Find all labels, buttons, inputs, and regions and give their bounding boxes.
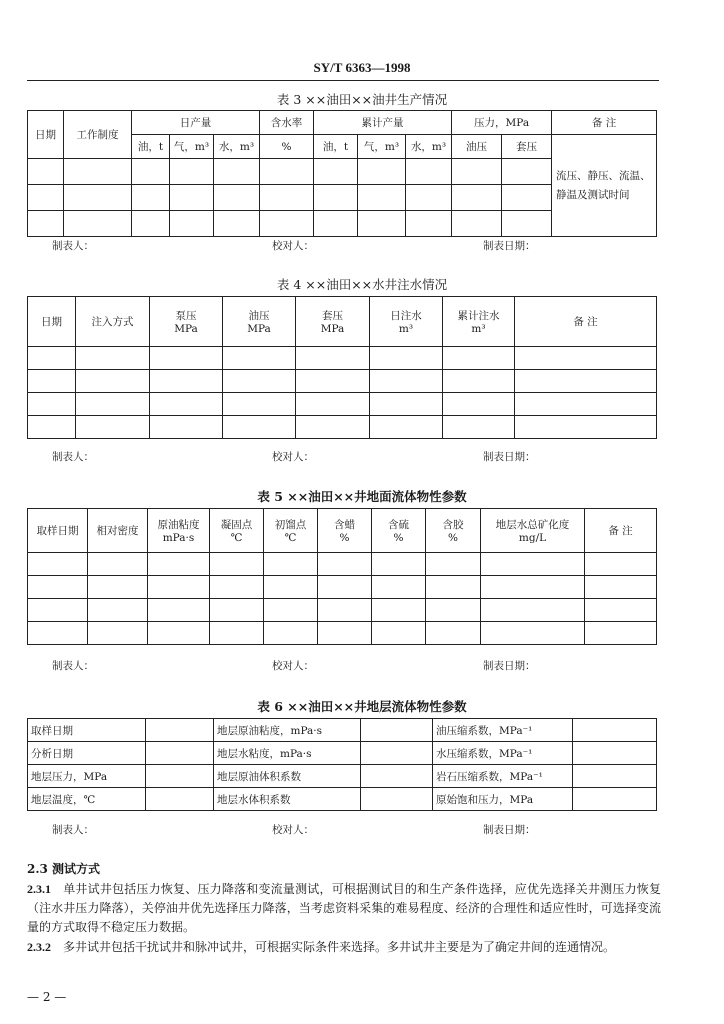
section-2-3-1-number: 2.3.1 xyxy=(27,882,51,896)
t4-casing-label: 套压 xyxy=(322,310,343,322)
t5-header-initial-boil xyxy=(264,509,318,553)
date-label: 制表日期： xyxy=(483,240,536,252)
t3-gas: 气，m³ xyxy=(170,135,214,159)
header-rule xyxy=(27,80,659,81)
t4-pump-unit: MPa xyxy=(174,323,198,335)
table6 xyxy=(27,718,657,811)
t3-pct: % xyxy=(260,135,314,159)
t3-header-cumul: 累计产量 xyxy=(314,111,452,135)
t4-pump-label: 泵压 xyxy=(175,310,197,322)
t3-signature-line xyxy=(0,238,724,254)
t5-header-wax xyxy=(318,509,372,553)
t4-header-remarks: 备 注 xyxy=(515,297,657,347)
t5-header-density: 相对密度 xyxy=(88,509,148,553)
checker-label: 校对人： xyxy=(272,451,314,463)
t5-header-date: 取样日期 xyxy=(28,509,88,553)
t3-water: 水，m³ xyxy=(214,135,260,159)
table4-caption: 表 4 ××油田××水井注水情况 xyxy=(276,277,448,292)
t3-cum-gas: 气，m³ xyxy=(358,135,406,159)
t6-r3-c2: 原始饱和压力，MPa xyxy=(433,788,573,811)
t3-oil-pressure: 油压 xyxy=(452,135,502,159)
t5-salinity-label: 地层水总矿化度 xyxy=(495,519,570,531)
t4-header-casing xyxy=(296,297,370,347)
t5-gum-unit: % xyxy=(448,532,458,544)
t5-signature-line xyxy=(0,658,724,674)
t5-header-remarks: 备 注 xyxy=(585,509,657,553)
t6-r3-c1: 地层水体积系数 xyxy=(214,788,361,811)
section-2-3-1 xyxy=(27,880,661,937)
t3-header-regime: 工作制度 xyxy=(64,111,132,159)
t4-oil-unit: MPa xyxy=(247,323,271,335)
t4-signature-line xyxy=(0,449,724,465)
maker-label: 制表人： xyxy=(52,240,94,252)
date-label: 制表日期： xyxy=(483,824,536,836)
standard-code: SY/T 6363—1998 xyxy=(313,60,411,75)
t5-initial-boil-unit: ℃ xyxy=(284,532,297,544)
t5-header-viscosity xyxy=(148,509,210,553)
table5-caption-text: 表 5 ××油田××井地面流体物性参数 xyxy=(257,489,467,504)
t3-header-watercut: 含水率 xyxy=(260,111,314,135)
table5-caption xyxy=(0,487,724,505)
checker-label: 校对人： xyxy=(272,240,314,252)
t4-header-date: 日期 xyxy=(28,297,76,347)
section-2-3-2 xyxy=(27,938,661,957)
t4-daily-label: 日注水 xyxy=(390,310,422,322)
section-2-3-2-number: 2.3.2 xyxy=(27,940,51,954)
t5-header-gum xyxy=(426,509,481,553)
t4-header-cumul xyxy=(443,297,515,347)
t5-header-salinity xyxy=(481,509,585,553)
t4-header-mode: 注入方式 xyxy=(76,297,150,347)
checker-label: 校对人： xyxy=(272,660,314,672)
t4-daily-unit: m³ xyxy=(398,323,414,335)
t3-cum-oil: 油，t xyxy=(314,135,358,159)
t4-cumul-label: 累计注水 xyxy=(457,310,500,322)
t6-signature-line xyxy=(0,822,724,838)
maker-label: 制表人： xyxy=(52,660,94,672)
t6-r0-c0: 取样日期 xyxy=(28,719,146,742)
maker-label: 制表人： xyxy=(52,824,94,836)
t5-salinity-unit: mg/L xyxy=(518,532,547,544)
t4-header-daily xyxy=(370,297,443,347)
section-2-3-heading: 2.3 测试方式 xyxy=(27,862,101,876)
table3-caption: 表 3 ××油田××油井生产情况 xyxy=(276,92,448,107)
t5-sulfur-label: 含硫 xyxy=(388,519,409,531)
t6-r0-c1: 地层原油粘度，mPa·s xyxy=(214,719,361,742)
t3-header-date: 日期 xyxy=(28,111,64,159)
section-2-3-2-text: 多井试井包括干扰试井和脉冲试井，可根据实际条件来选择。多井试井主要是为了确定井间的连通情况。 xyxy=(63,940,616,954)
t5-header-freeze xyxy=(210,509,264,553)
t3-casing-pressure: 套压 xyxy=(502,135,552,159)
t5-wax-label: 含蜡 xyxy=(334,519,355,531)
t4-casing-unit: MPa xyxy=(320,323,345,335)
t3-oil: 油，t xyxy=(132,135,170,159)
t6-r1-c0: 分析日期 xyxy=(28,742,146,765)
t3-remarks-note: 流压、静压、流温、静温及测试时间 xyxy=(552,135,657,237)
t6-r2-c2: 岩石压缩系数，MPa⁻¹ xyxy=(433,765,573,788)
t5-viscosity-label: 原油粘度 xyxy=(157,519,200,531)
t3-header-pressure: 压力，MPa xyxy=(452,111,552,135)
date-label: 制表日期： xyxy=(483,451,536,463)
t5-sulfur-unit: % xyxy=(393,532,404,544)
table6-caption-text: 表 6 ××油田××井地层流体物性参数 xyxy=(257,699,467,714)
t6-r0-c2: 油压缩系数，MPa⁻¹ xyxy=(433,719,573,742)
date-label: 制表日期： xyxy=(483,660,536,672)
t6-r2-c0: 地层压力，MPa xyxy=(28,765,146,788)
t5-viscosity-unit: mPa·s xyxy=(162,532,195,544)
table5 xyxy=(27,508,657,645)
table3 xyxy=(27,110,657,237)
t5-gum-label: 含胶 xyxy=(442,519,464,531)
t6-r3-c0: 地层温度，℃ xyxy=(28,788,146,811)
t4-header-pump xyxy=(150,297,223,347)
t5-header-sulfur xyxy=(372,509,426,553)
t6-r1-c2: 水压缩系数，MPa⁻¹ xyxy=(433,742,573,765)
page-number: — 2 — xyxy=(27,990,67,1004)
t4-header-oil xyxy=(223,297,296,347)
t6-r1-c1: 地层水粘度，mPa·s xyxy=(214,742,361,765)
table6-caption xyxy=(0,697,724,715)
t4-oil-label: 油压 xyxy=(248,310,270,322)
t4-cumul-unit: m³ xyxy=(471,323,486,335)
table4 xyxy=(27,296,657,439)
t3-cum-water: 水，m³ xyxy=(406,135,452,159)
t5-initial-boil-label: 初馏点 xyxy=(274,519,307,531)
maker-label: 制表人： xyxy=(52,451,94,463)
checker-label: 校对人： xyxy=(272,824,314,836)
t5-freeze-unit: ℃ xyxy=(230,532,243,544)
section-2-3-1-text: 单井试井包括压力恢复、压力降落和变流量测试，可根据测试目的和生产条件选择，应优先选择关井测压力恢复（注水井压力降落），关停油井优先选择压力降落，当考虑资料采集的难易程度、经济的合理性和适应性时，可选择变流量的方式取得不稳定压力数据。 xyxy=(27,882,661,934)
t3-header-daily: 日产量 xyxy=(132,111,260,135)
t5-freeze-label: 凝固点 xyxy=(220,519,253,531)
t6-r2-c1: 地层原油体积系数 xyxy=(214,765,361,788)
t3-header-remarks: 备 注 xyxy=(552,111,657,135)
t5-wax-unit: % xyxy=(339,532,350,544)
